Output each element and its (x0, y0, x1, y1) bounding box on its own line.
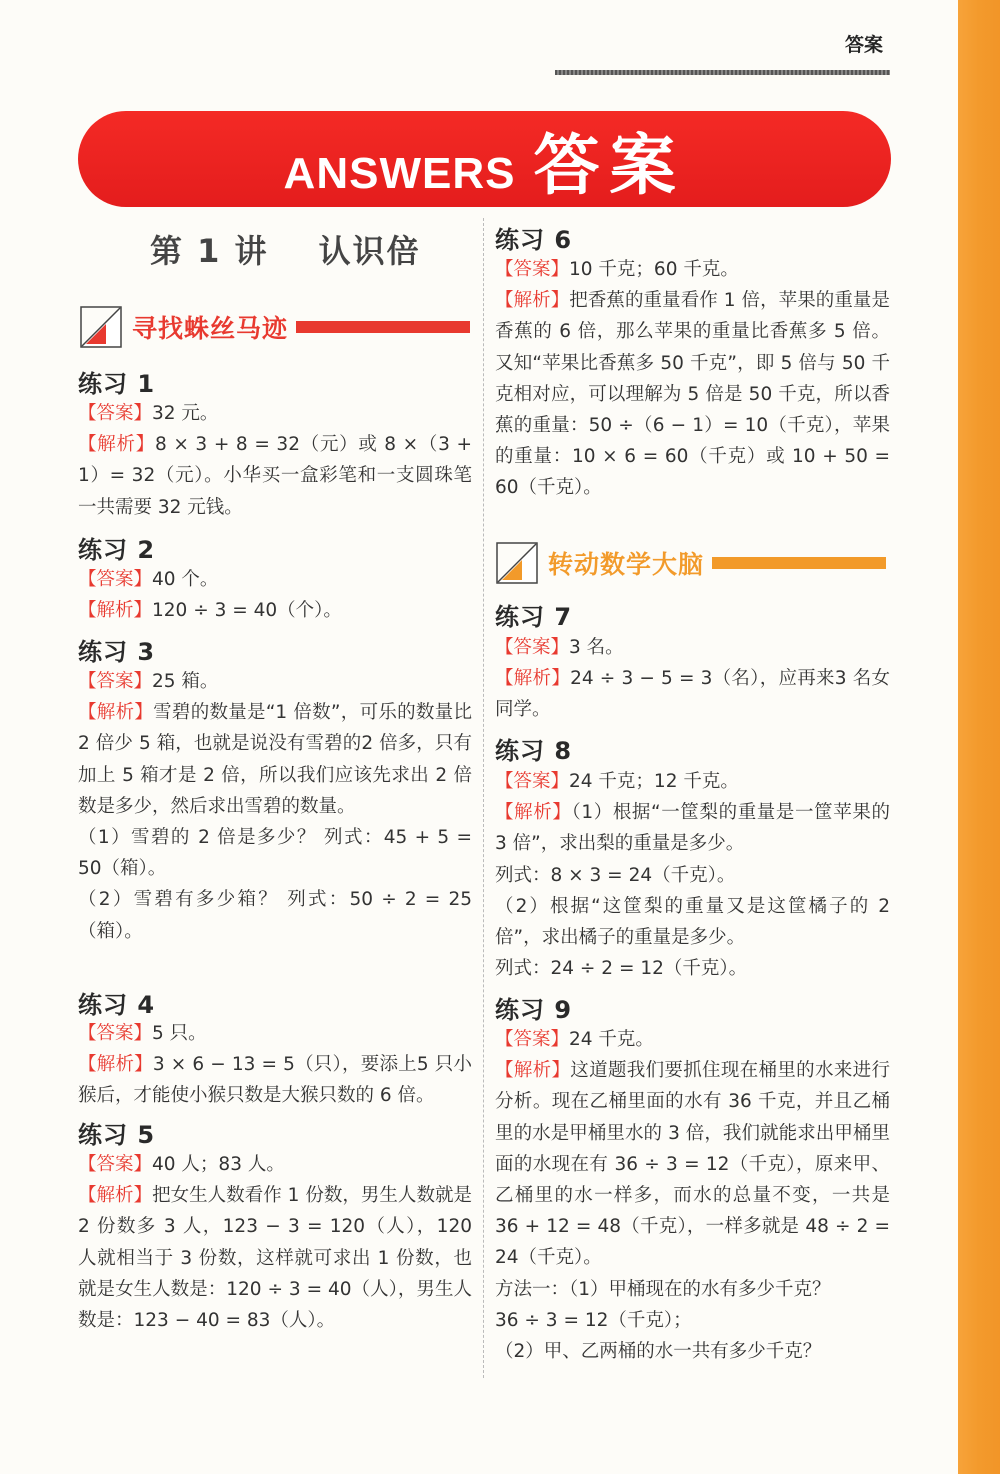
exercise-8-body (495, 766, 890, 984)
step-line: 36 ÷ 3 = 12（千克）； (495, 1309, 692, 1331)
analysis-text: 雪碧的数量是“1 倍数”，可乐的数量比 2 倍少 5 箱，也就是说没有雪碧的2 倍多，只有加上 5 箱才是 2 倍，所以我们应该先求出 2 倍数是多少，然后求出雪碧的数量。 (78, 702, 472, 817)
exercise-title: 练习 8 (495, 737, 573, 765)
analysis-line (495, 285, 890, 503)
answer-tag: 【答案】 (495, 771, 570, 792)
answer-tag: 【答案】 (495, 637, 570, 658)
section-heading-1 (80, 302, 470, 352)
answer-line (78, 666, 472, 697)
answer-tag: 【答案】 (495, 259, 570, 280)
analysis-text: 把女生人数看作 1 份数，男生人数就是 2 份数多 3 人，123 − 3 = 120（人），120 人就相当于 3 份数，这样就可求出 1 份数，也就是女生人数是：120 ÷ 3 = 40（人），男生人数是：123 − 40 = 83（人）。 (78, 1185, 472, 1332)
analysis-tag: 【解析】 (78, 600, 153, 622)
exercise-7-body (495, 632, 890, 726)
header-rule (555, 70, 890, 75)
answer-tag: 【答案】 (78, 1154, 153, 1175)
exercise-title: 练习 3 (78, 638, 156, 666)
analysis-tag: 【解析】 (495, 1060, 571, 1082)
side-stripe (958, 0, 1000, 1474)
step-line: 列式：24 ÷ 2 = 12（千克）。 (495, 958, 748, 980)
step-line: 列式：8 × 3 = 24（千克）。 (495, 864, 736, 886)
analysis-line (78, 1180, 472, 1336)
exercise-1-body (78, 398, 472, 523)
exercise-9-body (495, 1024, 890, 1367)
analysis-tag: 【解析】 (78, 1185, 153, 1207)
answer-line (78, 1149, 472, 1180)
banner-title (284, 112, 686, 207)
exercise-title: 练习 5 (78, 1121, 156, 1149)
answer-tag: 【答案】 (78, 403, 153, 424)
triangle-icon (80, 306, 122, 348)
section-label-1: 寻找蛛丝马迹 (132, 314, 289, 343)
analysis-text: 8 × 3 + 8 = 32（元）或 8 ×（3 + 1）= 32（元）。小华买一盒彩笔和一支圆珠笔一共需要 32 元钱。 (78, 434, 472, 518)
answer-line (495, 254, 890, 285)
answer-line (495, 632, 890, 663)
exercise-title: 练习 7 (495, 603, 573, 631)
analysis-line (495, 663, 890, 725)
analysis-tag: 【解析】 (495, 290, 570, 312)
analysis-tag: 【解析】 (78, 702, 154, 724)
analysis-line (78, 595, 472, 626)
exercise-5-body (78, 1149, 472, 1336)
answer-text: 10 千克；60 千克。 (569, 259, 739, 280)
answers-banner (78, 111, 891, 207)
analysis-line (495, 1055, 890, 1273)
answer-text: 5 只。 (152, 1023, 207, 1044)
analysis-line (495, 797, 890, 859)
exercise-title: 练习 9 (495, 996, 573, 1024)
exercise-3-body (78, 666, 472, 947)
answer-text: 40 人；83 人。 (152, 1154, 285, 1175)
analysis-tag: 【解析】 (78, 434, 155, 456)
exercise-title: 练习 2 (78, 536, 156, 564)
answer-tag: 【答案】 (78, 1023, 153, 1044)
analysis-tag: 【解析】 (495, 802, 572, 824)
answer-line (495, 766, 890, 797)
answer-text: 3 名。 (569, 637, 624, 658)
analysis-line (78, 429, 472, 523)
column-divider (483, 218, 485, 1378)
section-heading-2 (496, 538, 886, 588)
header-label: 答案 (845, 34, 884, 56)
lecture-number: 第 1 讲 (150, 232, 269, 270)
answer-line (495, 1024, 890, 1055)
analysis-tag: 【解析】 (78, 1054, 153, 1076)
analysis-text: 把香蕉的重量看作 1 倍，苹果的重量是香蕉的 6 倍，那么苹果的重量比香蕉多 5 倍。又知“苹果比香蕉多 50 千克”，即 5 倍与 50 千克相对应，可以理解为 5 倍是 50 千克，所以香蕉的重量：50 ÷（6 − 1）= 10（千克），苹果的重量：10 × 6 = 60（千克）或 10 + 50 = 60（千克）。 (495, 290, 890, 499)
lecture-title (150, 226, 421, 272)
analysis-line (78, 697, 472, 822)
analysis-text: （1）根据“一筐梨的重量是一筐苹果的 3 倍”，求出梨的重量是多少。 (495, 802, 890, 855)
analysis-line (78, 1049, 472, 1111)
lecture-name: 认识倍 (318, 232, 421, 270)
section-bar-1 (296, 321, 470, 333)
answer-text: 40 个。 (152, 569, 219, 590)
step-line: （2）根据“这筐梨的重量又是这筐橘子的 2 倍”，求出橘子的重量是多少。 (495, 895, 890, 949)
answer-tag: 【答案】 (78, 569, 153, 590)
answer-tag: 【答案】 (495, 1029, 570, 1050)
analysis-text: 120 ÷ 3 = 40（个）。 (152, 600, 342, 622)
answer-line (78, 1018, 472, 1049)
method-line: 方法一：（1）甲桶现在的水有多少千克？ (495, 1278, 831, 1300)
banner-title-en: ANSWERS (283, 148, 516, 198)
analysis-text: 24 ÷ 3 − 5 = 3（名），应再来3 名女同学。 (495, 668, 890, 721)
exercise-6-body (495, 254, 890, 504)
banner-title-cn: 答案 (533, 126, 686, 204)
answer-text: 24 千克。 (569, 1029, 654, 1050)
exercise-title: 练习 1 (78, 370, 156, 398)
step-line: （2）甲、乙两桶的水一共有多少千克？ (495, 1341, 822, 1363)
step-line: （2）雪碧有多少箱？ 列式：50 ÷ 2 = 25（箱）。 (78, 889, 472, 942)
exercise-title: 练习 6 (495, 226, 573, 254)
analysis-text: 3 × 6 − 13 = 5（只），要添上5 只小猴后，才能使小猴只数是大猴只数的 6 倍。 (78, 1054, 472, 1107)
exercise-4-body (78, 1018, 472, 1112)
exercise-title: 练习 4 (78, 991, 156, 1019)
section-label-2: 转动数学大脑 (548, 550, 705, 579)
answer-line (78, 564, 472, 595)
answer-text: 25 箱。 (152, 671, 219, 692)
section-bar-2 (712, 557, 886, 569)
answer-text: 24 千克；12 千克。 (569, 771, 739, 792)
triangle-icon (496, 542, 538, 584)
answer-tag: 【答案】 (78, 671, 153, 692)
answer-line (78, 398, 472, 429)
answer-text: 32 元。 (152, 403, 219, 424)
analysis-text: 这道题我们要抓住现在桶里的水来进行分析。现在乙桶里面的水有 36 千克，并且乙桶里的水是甲桶里水的 3 倍，我们就能求出甲桶里面的水现在有 36 ÷ 3 = 12（千克），原来甲、乙桶里的水一样多，而水的总量不变，一共是 36 + 12 = 48（千克），一样多就是 48 ÷ 2 = 24（千克）。 (495, 1060, 890, 1269)
exercise-2-body (78, 564, 472, 626)
step-line: （1）雪碧的 2 倍是多少？ 列式：45 + 5 = 50（箱）。 (78, 827, 472, 880)
analysis-tag: 【解析】 (495, 668, 571, 690)
